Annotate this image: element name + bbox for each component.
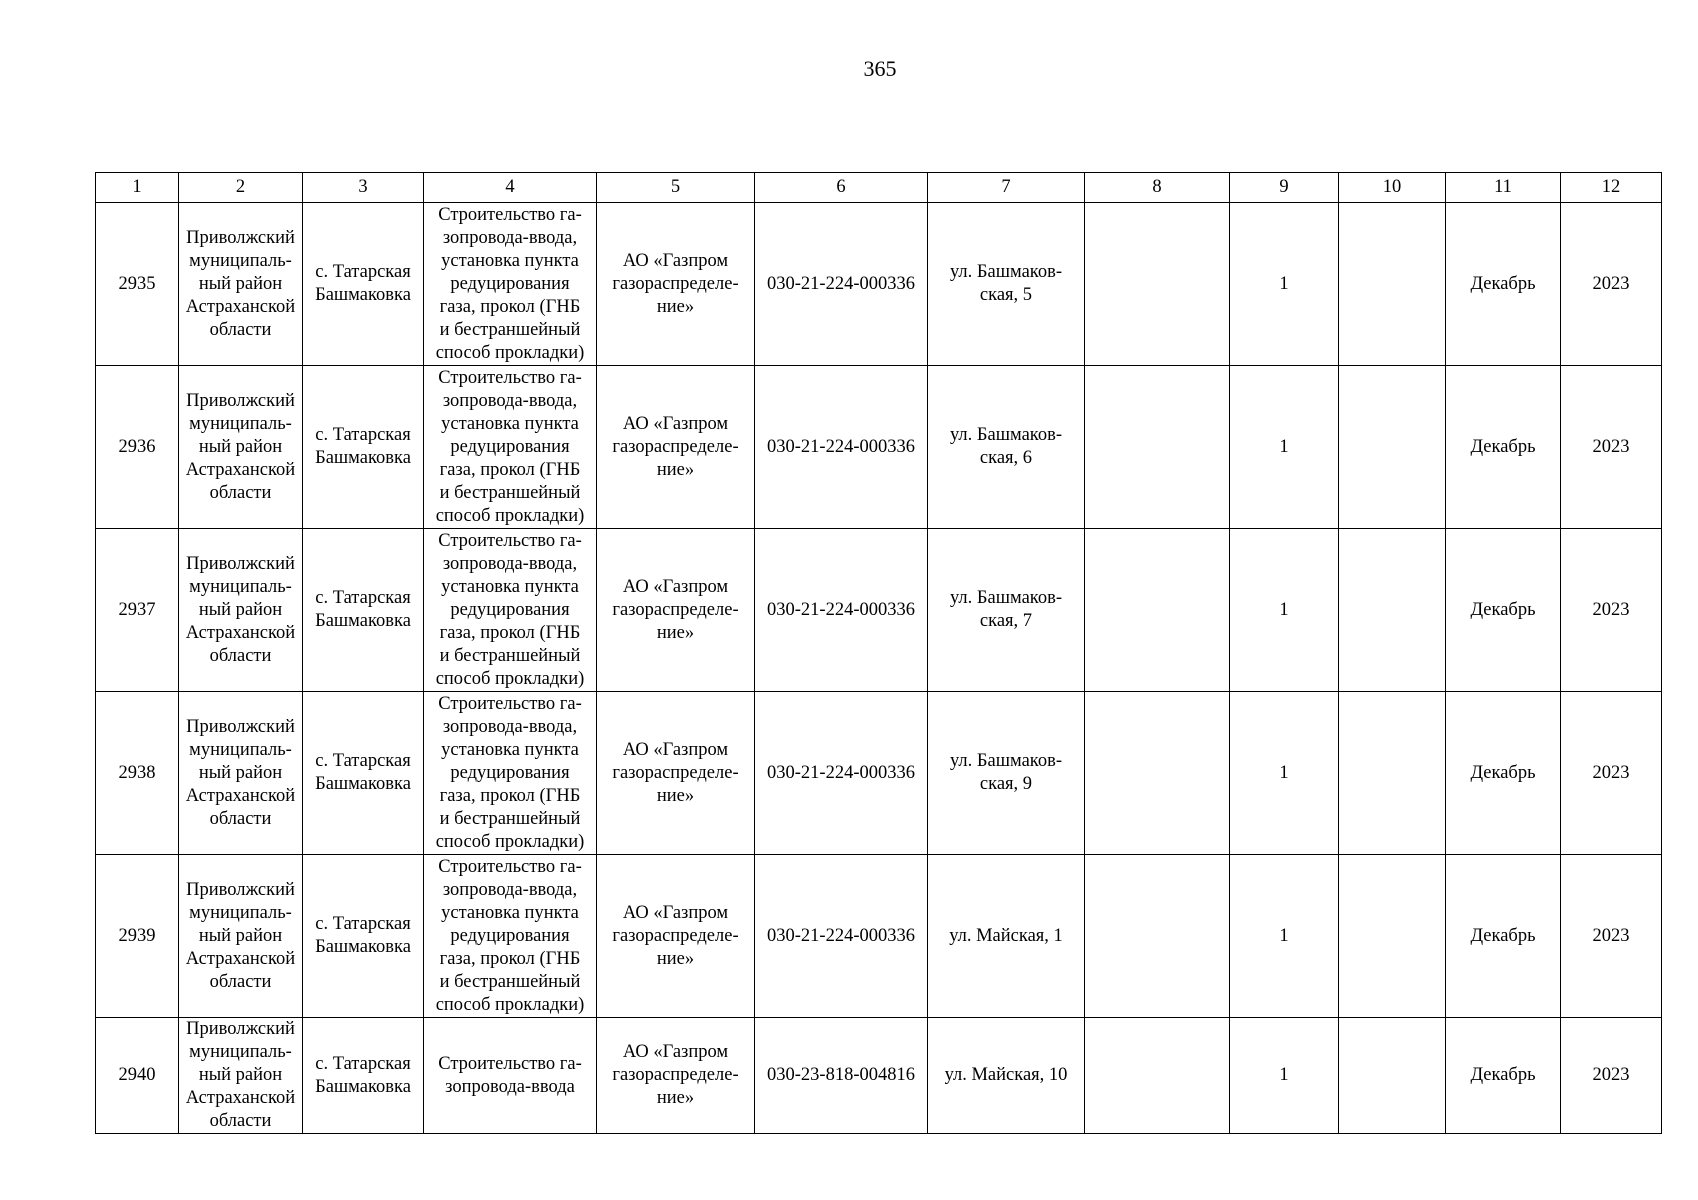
address-cell: ул. Башмаков- ская, 7 [928, 529, 1085, 692]
district-cell: Приволжский муниципаль- ный район Астраханской области [179, 203, 303, 366]
year-cell: 2023 [1561, 203, 1662, 366]
empty-cell [1085, 203, 1230, 366]
settlement-cell: с. Татарская Башмаковка [303, 529, 424, 692]
empty-cell [1339, 692, 1446, 855]
table-row [96, 529, 1662, 692]
empty-cell [1085, 855, 1230, 1018]
quantity-cell: 1 [1230, 529, 1339, 692]
address-cell: ул. Майская, 10 [928, 1018, 1085, 1134]
settlement-cell: с. Татарская Башмаковка [303, 366, 424, 529]
record-number: 2938 [96, 692, 179, 855]
registry-code-cell: 030-21-224-000336 [755, 203, 928, 366]
empty-cell [1339, 855, 1446, 1018]
month-cell: Декабрь [1446, 1018, 1561, 1134]
empty-cell [1339, 203, 1446, 366]
quantity-cell: 1 [1230, 366, 1339, 529]
year-cell: 2023 [1561, 366, 1662, 529]
header-row [96, 173, 1662, 203]
column-number-header: 1 [96, 173, 179, 203]
column-number-header: 8 [1085, 173, 1230, 203]
column-number-header: 12 [1561, 173, 1662, 203]
record-number: 2939 [96, 855, 179, 1018]
column-number-header: 10 [1339, 173, 1446, 203]
address-cell: ул. Башмаков- ская, 5 [928, 203, 1085, 366]
organization-cell: АО «Газпром газораспределе- ние» [597, 529, 755, 692]
address-cell: ул. Майская, 1 [928, 855, 1085, 1018]
organization-cell: АО «Газпром газораспределе- ние» [597, 203, 755, 366]
table-row [96, 203, 1662, 366]
district-cell: Приволжский муниципаль- ный район Астраханской области [179, 1018, 303, 1134]
organization-cell: АО «Газпром газораспределе- ние» [597, 366, 755, 529]
empty-cell [1339, 529, 1446, 692]
record-number: 2936 [96, 366, 179, 529]
settlement-cell: с. Татарская Башмаковка [303, 1018, 424, 1134]
organization-cell: АО «Газпром газораспределе- ние» [597, 855, 755, 1018]
table-row [96, 855, 1662, 1018]
registry-code-cell: 030-21-224-000336 [755, 366, 928, 529]
settlement-cell: с. Татарская Башмаковка [303, 855, 424, 1018]
record-number: 2937 [96, 529, 179, 692]
month-cell: Декабрь [1446, 855, 1561, 1018]
work-description-cell: Строительство га- зопровода-ввода, установка пункта редуцирования газа, прокол (ГНБ и бестраншейный способ прокладки) [424, 529, 597, 692]
district-cell: Приволжский муниципаль- ный район Астраханской области [179, 855, 303, 1018]
month-cell: Декабрь [1446, 203, 1561, 366]
column-number-header: 3 [303, 173, 424, 203]
column-number-header: 9 [1230, 173, 1339, 203]
quantity-cell: 1 [1230, 203, 1339, 366]
registry-code-cell: 030-21-224-000336 [755, 855, 928, 1018]
settlement-cell: с. Татарская Башмаковка [303, 692, 424, 855]
table-row [96, 1018, 1662, 1134]
registry-code-cell: 030-21-224-000336 [755, 529, 928, 692]
organization-cell: АО «Газпром газораспределе- ние» [597, 692, 755, 855]
quantity-cell: 1 [1230, 692, 1339, 855]
district-cell: Приволжский муниципаль- ный район Астраханской области [179, 692, 303, 855]
registry-code-cell: 030-21-224-000336 [755, 692, 928, 855]
month-cell: Декабрь [1446, 692, 1561, 855]
table-row [96, 366, 1662, 529]
empty-cell [1085, 366, 1230, 529]
district-cell: Приволжский муниципаль- ный район Астраханской области [179, 366, 303, 529]
registry-code-cell: 030-23-818-004816 [755, 1018, 928, 1134]
work-description-cell: Строительство га- зопровода-ввода, установка пункта редуцирования газа, прокол (ГНБ и бестраншейный способ прокладки) [424, 855, 597, 1018]
quantity-cell: 1 [1230, 1018, 1339, 1134]
year-cell: 2023 [1561, 855, 1662, 1018]
year-cell: 2023 [1561, 529, 1662, 692]
work-description-cell: Строительство га- зопровода-ввода, установка пункта редуцирования газа, прокол (ГНБ и бестраншейный способ прокладки) [424, 203, 597, 366]
work-description-cell: Строительство га- зопровода-ввода, установка пункта редуцирования газа, прокол (ГНБ и бестраншейный способ прокладки) [424, 366, 597, 529]
column-number-header: 11 [1446, 173, 1561, 203]
empty-cell [1085, 1018, 1230, 1134]
column-number-header: 6 [755, 173, 928, 203]
organization-cell: АО «Газпром газораспределе- ние» [597, 1018, 755, 1134]
month-cell: Декабрь [1446, 529, 1561, 692]
page-number: 365 [863, 56, 897, 81]
column-number-header: 4 [424, 173, 597, 203]
column-number-header: 2 [179, 173, 303, 203]
district-cell: Приволжский муниципаль- ный район Астраханской области [179, 529, 303, 692]
empty-cell [1339, 1018, 1446, 1134]
year-cell: 2023 [1561, 692, 1662, 855]
work-description-cell: Строительство га- зопровода-ввода [424, 1018, 597, 1134]
month-cell: Декабрь [1446, 366, 1561, 529]
table-row [96, 692, 1662, 855]
record-number: 2935 [96, 203, 179, 366]
column-number-header: 5 [597, 173, 755, 203]
empty-cell [1085, 692, 1230, 855]
settlement-cell: с. Татарская Башмаковка [303, 203, 424, 366]
quantity-cell: 1 [1230, 855, 1339, 1018]
address-cell: ул. Башмаков- ская, 6 [928, 366, 1085, 529]
work-description-cell: Строительство га- зопровода-ввода, установка пункта редуцирования газа, прокол (ГНБ и бестраншейный способ прокладки) [424, 692, 597, 855]
column-number-header: 7 [928, 173, 1085, 203]
registry-table [95, 172, 1662, 1134]
year-cell: 2023 [1561, 1018, 1662, 1134]
record-number: 2940 [96, 1018, 179, 1134]
empty-cell [1085, 529, 1230, 692]
address-cell: ул. Башмаков- ская, 9 [928, 692, 1085, 855]
empty-cell [1339, 366, 1446, 529]
